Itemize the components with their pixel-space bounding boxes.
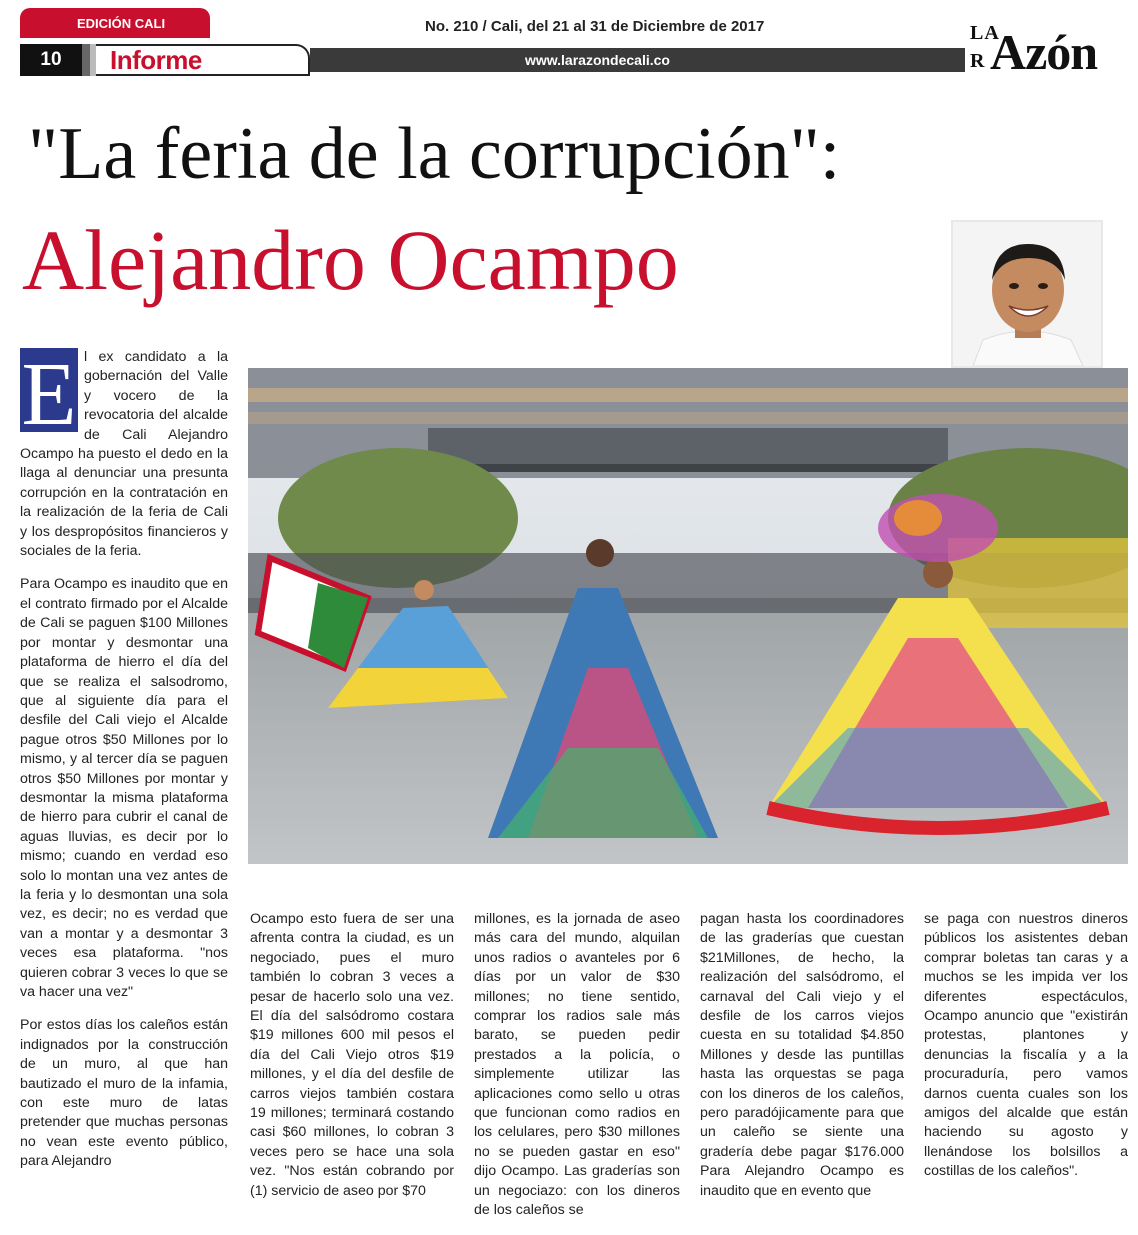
headline-quote: "La feria de la corrupción": bbox=[28, 113, 841, 195]
edition-tab bbox=[20, 8, 210, 38]
dropcap-letter: E bbox=[21, 345, 77, 444]
article-column-1 bbox=[20, 345, 228, 1186]
section-name: Informe bbox=[96, 44, 310, 76]
site-url[interactable]: www.larazondecali.co bbox=[525, 52, 670, 68]
paragraph-wall: Por estos días los caleños están indignados por la construcción de un muro, al que han bautizado el muro de la infamia, con este muro de latas pretender que muchas personas no vean este evento público, para Alejandro bbox=[20, 1017, 228, 1170]
paragraph-col2: Ocampo esto fuera de ser una afrenta contra la ciudad, es un negociado, pues el muro también lo cobran 3 veces a pesar de hacerlo solo una vez. El día del salsódromo costara $19 millones 600 mil pesos el día del Cali Viejo otros $19 millones, y el día del desfile de carros viejos también costara 19 millones; terminará costando casi $60 millones, lo cobran 3 veces pero se hace una sola vez. "Nos están cobrando por (1) servicio de aseo por $70 bbox=[250, 911, 454, 1199]
bar-stripe bbox=[82, 44, 90, 76]
newspaper-logo bbox=[968, 20, 1128, 80]
article-column-5 bbox=[924, 910, 1128, 1196]
logo-big: Azón bbox=[990, 24, 1098, 80]
article-column-3 bbox=[474, 910, 680, 1235]
logo-small-top: LA bbox=[970, 22, 1000, 44]
issue-line: No. 210 / Cali, del 21 al 31 de Diciembre de 2017 bbox=[425, 18, 765, 35]
paragraph-col3: millones, es la jornada de aseo más cara del mundo, alquilan unos radios o avanteles por 6 días por un valor de $30 millones; no tiene sentido, comprar los radios sale más barato, se pueden pedir prestados a la policía, o simplemente utilizar las aplicaciones como sello u otras que funcionan como radios en los celulares, pero $30 millones no se pueden gastar en eso" dijo Ocampo. Las graderías son un negociazo: con los dineros de los caleños se bbox=[474, 911, 680, 1219]
headline-name: Alejandro Ocampo bbox=[22, 212, 679, 308]
portrait-photo bbox=[951, 220, 1103, 368]
portrait-illustration bbox=[953, 222, 1101, 366]
page-number: 10 bbox=[20, 44, 82, 76]
paragraph-col4: pagan hasta los coordinadores de las graderías que cuestan $21Millones, de hecho, la realización del salsódromo, el carnaval del Cali viejo y el desfile de los carros viejos cuesta en su totalidad $4.850 Millones y desde las puntillas hasta las orquestas se paga con los dineros de los caleños, pero paradójicamente para que un caleño se siente una gradería debe pagar $176.000 Para Alejandro Ocampo es inaudito que en evento que bbox=[700, 911, 904, 1199]
paragraph-platform: Para Ocampo es inaudito que en el contrato firmado por el Alcalde de Cali se paguen $100 Millones por montar y desmontar una plataforma de hierro el día del que se realiza el salsodromo, que al siguiente día para el desfile del Cali viejo el Alcalde pague otros $50 Millones por lo mismo, y al tercer día se paguen otros $50 Millones por montar y desmontar la misma plataforma de hierro para cubrir el canal de aguas lluvias, es decir por lo mismo; cuando en verdad eso solo lo montan una vez antes de la feria y lo desmontan una sola vez, es decir; no es verdad que van a montar y a desmontar 3 veces esa plataforma. "nos quieren cobrar 3 veces lo que se va hacer una vez" bbox=[20, 576, 228, 1000]
edition-label: EDICIÓN CALI bbox=[77, 15, 166, 31]
carnival-illustration bbox=[248, 368, 1128, 864]
carnival-photo bbox=[248, 368, 1128, 864]
article-column-2 bbox=[250, 910, 454, 1215]
section-bar bbox=[20, 44, 310, 76]
paragraph-intro: l ex candidato a la gobernación del Valle y vocero de la revocatoria del alcalde de Cali Alejandro Ocampo ha puesto el dedo en la llaga al denunciar una presunta corrupción en la contratación en la realización de la feria de Cali y los despropósitos financieros y sociales de la feria. bbox=[20, 349, 228, 560]
url-bar bbox=[310, 48, 965, 72]
article-column-4 bbox=[700, 910, 904, 1215]
logo-small-bottom: R bbox=[970, 50, 985, 72]
paragraph-col5: se paga con nuestros dineros públicos los asistentes deban comprar boletas tan caras y a muchos se les impida ver los diferentes espectáculos, Ocampo anuncio que "existirán protestas, plantones y denuncias la fiscalía y a la procuraduría, pero vamos darnos cuenta cuales son los amigos del alcalde que están haciendo su agosto y llenándose los bolsillos a costillas de los caleños". bbox=[924, 911, 1128, 1180]
